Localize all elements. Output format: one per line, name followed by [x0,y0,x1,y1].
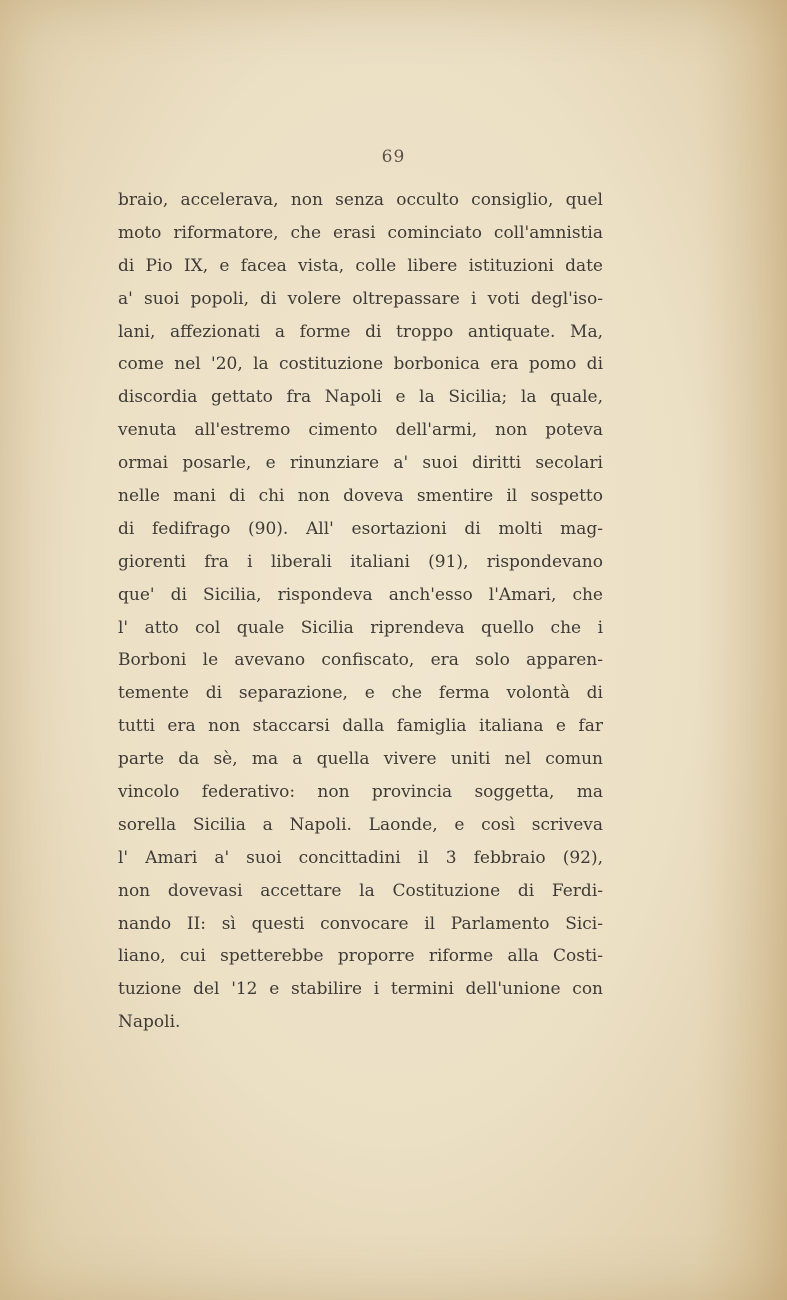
text-line: ormai posarle, e rinunziare a' suoi diritti secolari [118,453,603,474]
text-line: nando II: sì questi convocare il Parlamento Sici- [118,913,603,934]
page-number: 69 [381,147,406,167]
text-line: come nel '20, la costituzione borbonica era pomo di [118,354,603,375]
text-line: discordia gettato fra Napoli e la Sicilia; la quale, [118,387,603,408]
body-text [118,184,603,1039]
text-line: temente di separazione, e che ferma volontà di [118,683,603,704]
text-line: Borboni le avevano confiscato, era solo apparen- [118,650,603,671]
text-line: lani, affezionati a forme di troppo antiquate. Ma, [118,321,603,342]
text-line: giorenti fra i liberali italiani (91), rispondevano [118,551,603,572]
text-line: di fedifrago (90). All' esortazioni di molti mag- [118,518,603,539]
text-line: tuzione del '12 e stabilire i termini dell'unione con [118,979,603,1000]
text-line: nelle mani di chi non doveva smentire il sospetto [118,486,603,507]
text-line: l' Amari a' suoi concittadini il 3 febbraio (92), [118,847,603,868]
text-line: non dovevasi accettare la Costituzione di Ferdi- [118,880,603,901]
text-line: l' atto col quale Sicilia riprendeva quello che i [118,617,603,638]
text-line: liano, cui spetterebbe proporre riforme alla Costi- [118,946,603,967]
text-line: sorella Sicilia a Napoli. Laonde, e così scriveva [118,814,603,835]
text-line: que' di Sicilia, rispondeva anch'esso l'Amari, che [118,584,603,605]
text-line: vincolo federativo: non provincia soggetta, ma [118,782,603,803]
text-line: Napoli. [118,1012,181,1033]
text-line: a' suoi popoli, di volere oltrepassare i voti degl'iso- [118,288,603,309]
text-line: tutti era non staccarsi dalla famiglia italiana e far [118,716,603,737]
text-line: di Pio IX, e facea vista, colle libere istituzioni date [118,255,603,276]
text-line: braio, accelerava, non senza occulto consiglio, quel [118,190,603,210]
text-line: venuta all'estremo cimento dell'armi, non poteva [118,420,603,441]
text-line: parte da sè, ma a quella vivere uniti nel comun [118,749,603,770]
text-line: moto riformatore, che erasi cominciato coll'amnistia [118,222,603,243]
